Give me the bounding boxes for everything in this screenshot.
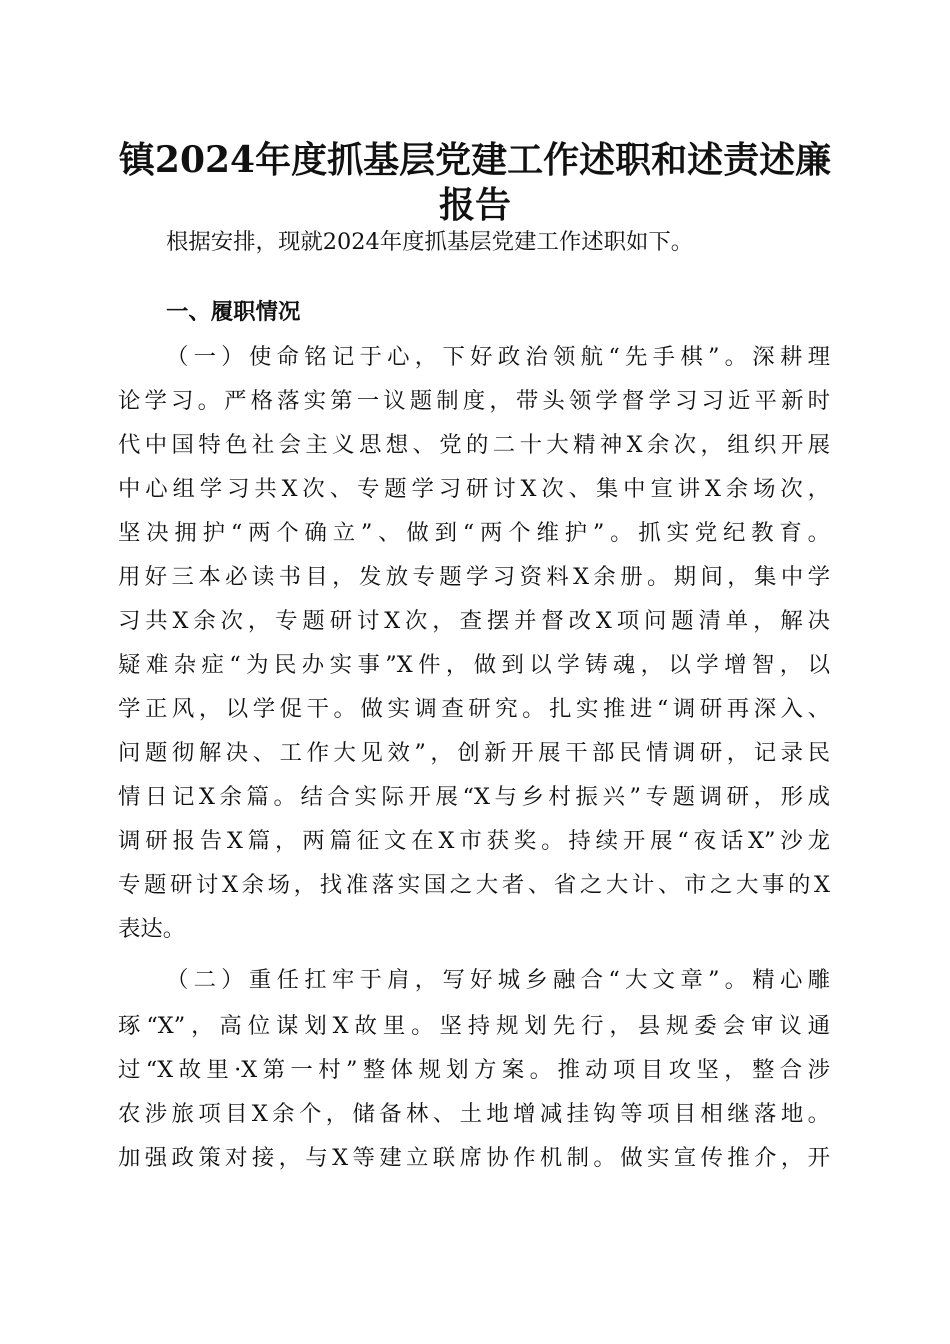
paragraph-1-line: 代中国特色社会主义思想、党的二十大精神X余次，组织开展 xyxy=(118,432,830,458)
paragraph-2-line: 过“X故里·X第一村”整体规划方案。推动项目攻坚，整合涉 xyxy=(118,1057,830,1083)
paragraph-1-line: 表达。 xyxy=(118,916,186,942)
paragraph-2-line: 琢“X”，高位谋划X故里。坚持规划先行，县规委会审议通 xyxy=(118,1013,830,1039)
paragraph-1-line: 疑难杂症“为民办实事”X件，做到以学铸魂，以学增智，以 xyxy=(118,652,830,678)
paragraph-2-line: 加强政策对接，与X等建立联席协作机制。做实宣传推介，开 xyxy=(118,1145,830,1171)
paragraph-1-line: 坚决拥护“两个确立”、做到“两个维护”。抓实党纪教育。 xyxy=(118,520,830,546)
paragraph-1-line: 论学习。严格落实第一议题制度，带头领学督学习习近平新时 xyxy=(118,388,830,414)
paragraph-1-line: 调研报告X篇，两篇征文在X市获奖。持续开展“夜话X”沙龙 xyxy=(118,828,830,854)
paragraph-1-line: 习共X余次，专题研讨X次，查摆并督改X项问题清单，解决 xyxy=(118,608,830,634)
paragraph-1-line: 学正风，以学促干。做实调查研究。扎实推进“调研再深入、 xyxy=(118,696,830,722)
paragraph-1-line: 用好三本必读书目，发放专题学习资料X余册。期间，集中学 xyxy=(118,564,830,590)
document-title-line-1: 镇2024年度抓基层党建工作述职和述责述廉 xyxy=(118,139,832,181)
paragraph-1-line: 情日记X余篇。结合实际开展“X与乡村振兴”专题调研，形成 xyxy=(118,784,830,810)
paragraph-1-line: 问题彻解决、工作大见效”，创新开展干部民情调研，记录民 xyxy=(118,740,830,766)
document-title-line-2: 报告 xyxy=(438,184,511,226)
paragraph-1-line: 中心组学习共X次、专题学习研讨X次、集中宣讲X余场次， xyxy=(118,476,830,502)
paragraph-2-line: （二）重任扛牢于肩，写好城乡融合“大文章”。精心雕 xyxy=(166,967,830,993)
paragraph-1-line: （一）使命铭记于心，下好政治领航“先手棋”。深耕理 xyxy=(166,344,830,370)
section-heading: 一、履职情况 xyxy=(166,299,301,325)
paragraph-2-line: 农涉旅项目X余个，储备林、土地增减挂钩等项目相继落地。 xyxy=(118,1101,830,1127)
paragraph-1-line: 专题研讨X余场，找准落实国之大者、省之大计、市之大事的X xyxy=(118,872,830,898)
intro-paragraph: 根据安排，现就2024年度抓基层党建工作述职如下。 xyxy=(166,229,694,255)
